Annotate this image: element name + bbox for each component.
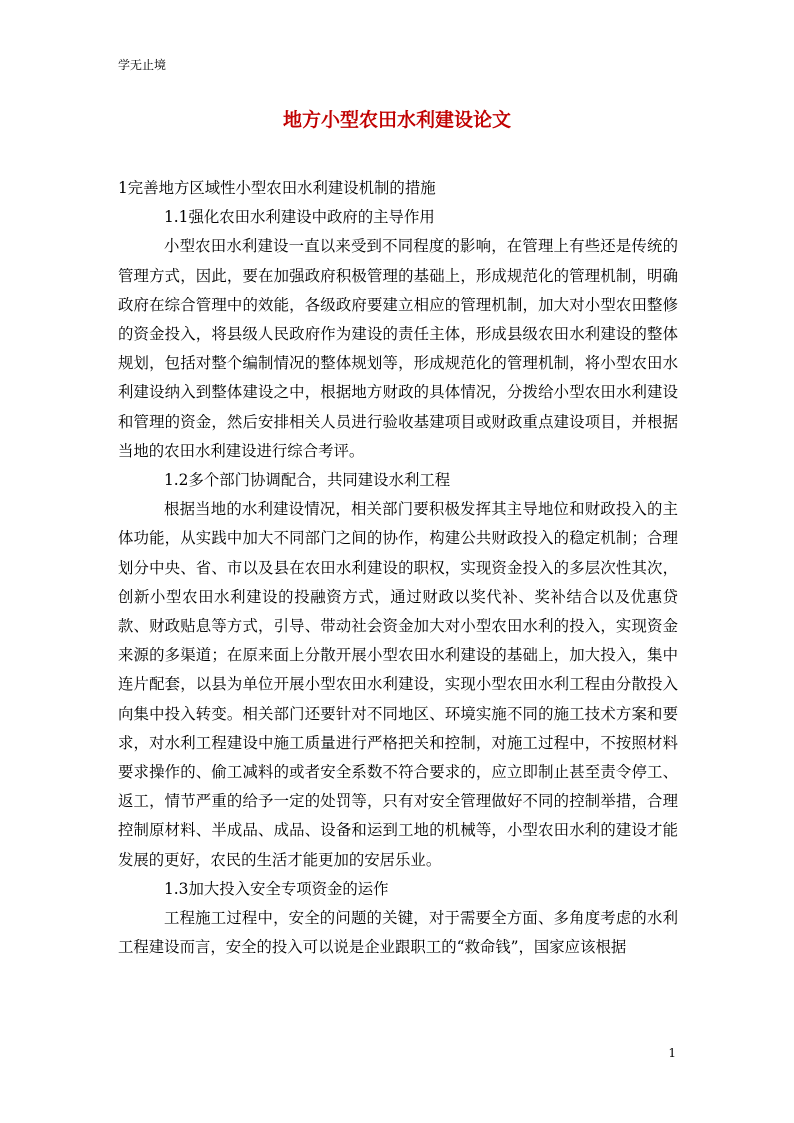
- subsection-heading: 1.3加大投入安全专项资金的运作: [164, 879, 389, 898]
- page-number: 1: [668, 1046, 676, 1060]
- document-body: [118, 174, 678, 962]
- body-paragraph: 小型农田水利建设一直以来受到不同程度的影响，在管理上有些还是传统的管理方式，因此，要在加强政府积极管理的基础上，形成规范化的管理机制，明确政府在综合管理中的效能，各级政府要建立相应的管理机制，加大对小型农田整修的资金投入，将县级人民政府作为建设的责任主体，形成县级农田水利建设的整体规划，包括对整个编制情况的整体规划等，形成规范化的管理机制，将小型农田水利建设纳入到整体建设之中，根据地方财政的具体情况，分拨给小型农田水利建设和管理的资金，然后安排相关人员进行验收基建项目或财政重点建设项目，并根据当地的农田水利建设进行综合考评。: [118, 237, 678, 460]
- document-title: 地方小型农田水利建设论文: [282, 109, 511, 131]
- section-heading: 1完善地方区域性小型农田水利建设机制的措施: [118, 179, 436, 197]
- subsection-heading: 1.1强化农田水利建设中政府的主导作用: [164, 208, 435, 227]
- body-paragraph: 工程施工过程中，安全的问题的关键，对于需要全方面、多角度考虑的水利工程建设而言，安全的投入可以说是企业跟职工的“救命钱”，国家应该根据: [118, 909, 678, 957]
- subsection-heading: 1.2多个部门协调配合，共同建设水利工程: [164, 471, 451, 490]
- page-header: 学无止境: [118, 58, 167, 72]
- body-paragraph: 根据当地的水利建设情况，相关部门要积极发挥其主导地位和财政投入的主体功能，从实践中加大不同部门之间的协作，构建公共财政投入的稳定机制；合理划分中央、省、市以及县在农田水利建设的职权，实现资金投入的多层次性其次，创新小型农田水利建设的投融资方式，通过财政以奖代补、奖补结合以及优惠贷款、财政贴息等方式，引导、带动社会资金加大对小型农田水利的投入，实现资金来源的多渠道；在原来面上分散开展小型农田水利建设的基础上，加大投入，集中连片配套，以县为单位开展小型农田水利建设，实现小型农田水利工程由分散投入向集中投入转变。相关部门还要针对不同地区、环境实施不同的施工技术方案和要求，对水利工程建设中施工质量进行严格把关和控制，对施工过程中，不按照材料要求操作的、偷工减料的或者安全系数不符合要求的，应立即制止甚至责令停工、返工，情节严重的给予一定的处罚等，只有对安全管理做好不同的控制举措，合理控制原材料、半成品、成品、设备和运到工地的机械等，小型农田水利的建设才能发展的更好，农民的生活才能更加的安居乐业。: [118, 500, 678, 869]
